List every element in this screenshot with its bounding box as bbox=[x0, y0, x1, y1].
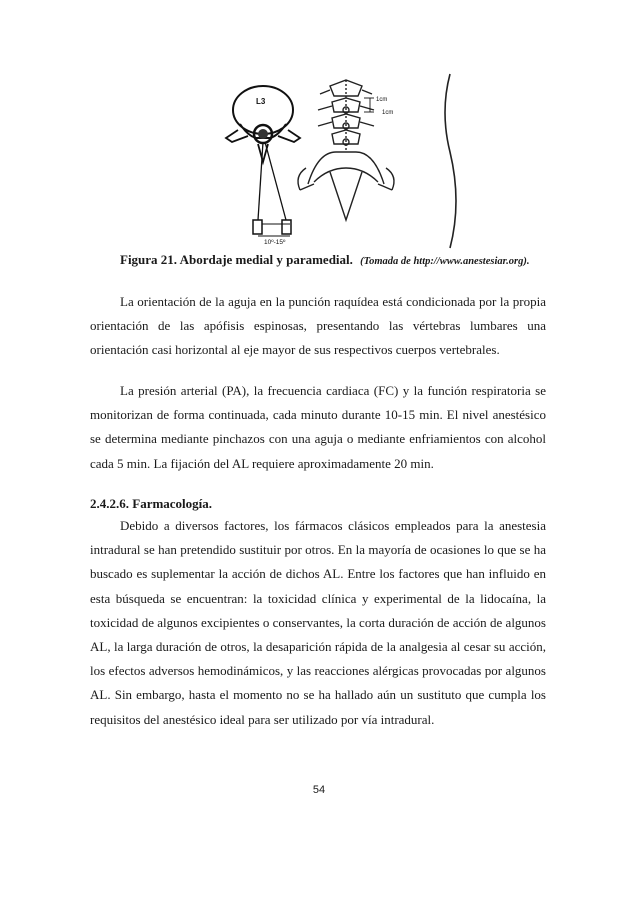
needle-hub-medial bbox=[253, 220, 262, 234]
dural-sac bbox=[258, 129, 268, 139]
label-dist2: 1cm bbox=[382, 110, 394, 116]
paragraph-text: Debido a diversos factores, los fármacos clásicos empleados para la anestesia intradural se han pretendido sustituir por otros. En la mayoría de ocasiones lo que se ha buscado es suplementar la acción de dichos AL. Entre los factores que han influido en esta búsqueda se encuentran: la toxicidad clínica y experimental de la lidocaína, la toxicidad de algunos excipientes o conservantes, la corta duración de acción de algunos AL, la larga duración de otros, la desaparición rápida de la analgesia al cesar su acción, los efectos adversos hemodinámicos, y las reacciones alérgicas provocadas por algunos AL. Sin embargo, hasta el momento no se ha hallado aún un sustituto que cumpla los requisitos del anestésico ideal para ser utilizado por vía intradural. bbox=[90, 518, 546, 727]
needle-hub-paramedial bbox=[282, 220, 291, 234]
figure-21-drawing bbox=[218, 72, 468, 250]
lumbar-spine bbox=[318, 80, 374, 152]
paragraph-pharmacology bbox=[90, 514, 546, 732]
section-heading: 2.4.2.6. Farmacología. bbox=[90, 496, 213, 511]
figure-21 bbox=[218, 72, 468, 250]
label-vertebra: L3 bbox=[256, 97, 266, 106]
body-outline bbox=[445, 74, 456, 248]
needle-paramedial bbox=[265, 142, 286, 220]
page-number: 54 bbox=[312, 784, 326, 796]
figure-caption bbox=[120, 252, 590, 268]
caption-title: Figura 21. Abordaje medial y paramedial. bbox=[120, 252, 353, 267]
paragraph-text: La presión arterial (PA), la frecuencia cardiaca (FC) y la función respiratoria se monitorizan de forma continuada, cada minuto durante 10-15 min. El nivel anestésico se determina mediante pinchazos con una aguja o mediante enfriamientos con alcohol cada 5 min. La fijación del AL requiere aproximadamente 20 min. bbox=[90, 383, 546, 471]
label-angle: 10º-15º bbox=[264, 239, 286, 246]
paragraph-needle-orientation bbox=[90, 290, 546, 363]
paragraph-text: La orientación de la aguja en la punción raquídea está condicionada por la propia orientación de las apófisis espinosas, presentando las vértebras lumbares una orientación casi horizontal al eje mayor de sus respectivos cuerpos vertebrales. bbox=[90, 294, 546, 358]
caption-source: (Tomada de http://www.anestesiar.org). bbox=[360, 256, 530, 267]
label-dist1: 1cm bbox=[376, 97, 388, 103]
sacrum-pelvis bbox=[298, 152, 394, 220]
paragraph-monitoring bbox=[90, 379, 546, 476]
